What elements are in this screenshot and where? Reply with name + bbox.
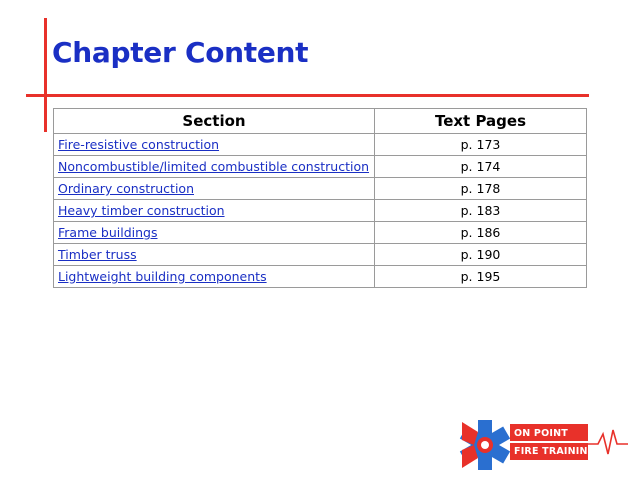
text-pages-cell: p. 183	[375, 200, 587, 222]
section-link[interactable]: Heavy timber construction	[58, 203, 225, 218]
section-link[interactable]: Fire-resistive construction	[58, 137, 220, 152]
table-header-row	[54, 109, 587, 134]
text-pages-cell: p. 186	[375, 222, 587, 244]
section-link[interactable]: Noncombustible/limited combustible construction	[58, 159, 370, 174]
table-row	[54, 266, 587, 288]
section-link[interactable]: Ordinary construction	[58, 181, 194, 196]
table-row	[54, 244, 587, 266]
table-row	[54, 178, 587, 200]
chapter-content-table	[53, 108, 587, 288]
table-row	[54, 222, 587, 244]
section-link[interactable]: Lightweight building components	[58, 269, 267, 284]
column-header-text-pages: Text Pages	[375, 109, 587, 134]
section-link[interactable]: Timber truss	[58, 247, 137, 262]
logo-text-line1: ON POINT	[514, 428, 568, 439]
text-pages-cell: p. 190	[375, 244, 587, 266]
accent-vertical-line	[44, 18, 47, 132]
table-row	[54, 200, 587, 222]
table-row	[54, 134, 587, 156]
column-header-section: Section	[54, 109, 375, 134]
page-title: Chapter Content	[52, 36, 309, 69]
text-pages-cell: p. 174	[375, 156, 587, 178]
logo-text-line2: FIRE TRAINING	[514, 446, 596, 457]
text-pages-cell: p. 173	[375, 134, 587, 156]
table-row	[54, 156, 587, 178]
on-point-fire-training-logo	[456, 414, 634, 476]
section-link[interactable]: Frame buildings	[58, 225, 158, 240]
text-pages-cell: p. 195	[375, 266, 587, 288]
accent-horizontal-line	[26, 94, 589, 97]
text-pages-cell: p. 178	[375, 178, 587, 200]
